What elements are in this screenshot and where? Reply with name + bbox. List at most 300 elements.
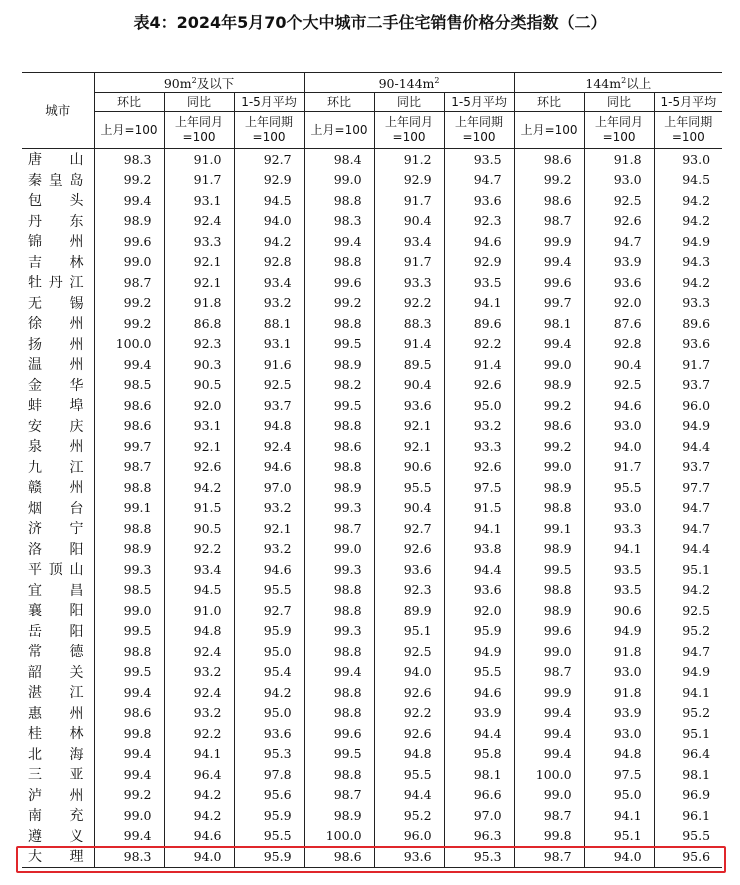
value-cell: 89.5 xyxy=(374,354,444,375)
value-cell: 91.7 xyxy=(374,190,444,211)
value-cell: 92.5 xyxy=(584,190,654,211)
value-cell: 92.0 xyxy=(164,395,234,416)
table-row xyxy=(22,416,722,437)
value-cell: 95.5 xyxy=(584,477,654,498)
value-cell: 98.8 xyxy=(304,252,374,273)
group-label: 144m xyxy=(585,76,622,92)
value-cell: 92.2 xyxy=(164,539,234,560)
value-cell: 97.8 xyxy=(234,764,304,785)
value-cell: 98.6 xyxy=(94,416,164,437)
value-cell: 94.4 xyxy=(444,723,514,744)
table-row xyxy=(22,723,722,744)
value-cell: 98.8 xyxy=(304,641,374,662)
base-header: 上月=100 xyxy=(514,112,584,149)
value-cell: 97.7 xyxy=(654,477,722,498)
value-cell: 98.1 xyxy=(444,764,514,785)
sub-header: 1-5月平均 xyxy=(654,93,722,112)
city-cell: 三 亚 xyxy=(28,767,84,784)
value-cell: 99.4 xyxy=(304,231,374,252)
value-cell: 90.6 xyxy=(374,457,444,478)
city-cell: 泸 州 xyxy=(28,787,84,804)
table-row xyxy=(22,395,722,416)
table-row xyxy=(22,600,722,621)
value-cell: 98.8 xyxy=(514,498,584,519)
value-cell: 98.5 xyxy=(94,580,164,601)
value-cell: 95.5 xyxy=(234,580,304,601)
value-cell: 99.0 xyxy=(304,170,374,191)
value-cell: 98.8 xyxy=(94,477,164,498)
value-cell: 98.2 xyxy=(304,375,374,396)
value-cell: 98.8 xyxy=(304,682,374,703)
value-cell: 93.6 xyxy=(374,846,444,867)
value-cell: 99.6 xyxy=(514,272,584,293)
value-cell: 99.0 xyxy=(514,641,584,662)
value-cell: 98.8 xyxy=(94,641,164,662)
value-cell: 94.1 xyxy=(164,744,234,765)
value-cell: 91.2 xyxy=(374,149,444,170)
value-cell: 92.6 xyxy=(444,457,514,478)
value-cell: 96.3 xyxy=(444,826,514,847)
base-header: 上年同期 =100 xyxy=(654,112,722,149)
value-cell: 98.8 xyxy=(304,457,374,478)
value-cell: 98.9 xyxy=(94,539,164,560)
value-cell: 98.8 xyxy=(94,518,164,539)
city-cell: 岳 阳 xyxy=(28,623,84,640)
value-cell: 99.9 xyxy=(514,231,584,252)
value-cell: 100.0 xyxy=(304,826,374,847)
table-row xyxy=(22,272,722,293)
value-cell: 94.1 xyxy=(584,539,654,560)
value-cell: 92.7 xyxy=(234,149,304,170)
value-cell: 94.2 xyxy=(654,211,722,232)
base-header: 上月=100 xyxy=(304,112,374,149)
value-cell: 99.3 xyxy=(304,621,374,642)
value-cell: 99.4 xyxy=(94,826,164,847)
table-row xyxy=(22,211,722,232)
value-cell: 96.0 xyxy=(374,826,444,847)
value-cell: 92.9 xyxy=(374,170,444,191)
value-cell: 99.0 xyxy=(514,354,584,375)
value-cell: 98.9 xyxy=(514,477,584,498)
value-cell: 99.4 xyxy=(514,334,584,355)
value-cell: 98.9 xyxy=(304,805,374,826)
city-cell: 赣 州 xyxy=(28,480,84,497)
value-cell: 93.6 xyxy=(584,272,654,293)
group-sup: 2 xyxy=(434,75,440,85)
value-cell: 93.3 xyxy=(374,272,444,293)
value-cell: 92.1 xyxy=(164,252,234,273)
value-cell: 98.8 xyxy=(304,190,374,211)
value-cell: 94.9 xyxy=(654,231,722,252)
value-cell: 97.0 xyxy=(234,477,304,498)
value-cell: 93.6 xyxy=(374,559,444,580)
value-cell: 92.4 xyxy=(164,641,234,662)
value-cell: 99.0 xyxy=(304,539,374,560)
value-cell: 99.6 xyxy=(514,621,584,642)
value-cell: 93.9 xyxy=(584,703,654,724)
value-cell: 99.3 xyxy=(304,498,374,519)
table-row xyxy=(22,354,722,375)
table-row xyxy=(22,477,722,498)
value-cell: 91.4 xyxy=(374,334,444,355)
value-cell: 99.6 xyxy=(304,272,374,293)
value-cell: 93.6 xyxy=(374,395,444,416)
value-cell: 94.8 xyxy=(374,744,444,765)
value-cell: 99.0 xyxy=(94,805,164,826)
table-row xyxy=(22,231,722,252)
base-header: 上年同月 =100 xyxy=(164,112,234,149)
city-cell: 徐 州 xyxy=(28,316,84,333)
value-cell: 93.2 xyxy=(164,662,234,683)
value-cell: 99.2 xyxy=(94,785,164,806)
city-cell: 桂 林 xyxy=(28,726,84,743)
value-cell: 95.1 xyxy=(654,559,722,580)
value-cell: 93.2 xyxy=(444,416,514,437)
value-cell: 94.9 xyxy=(654,662,722,683)
city-cell: 泉 州 xyxy=(28,439,84,456)
value-cell: 93.0 xyxy=(584,416,654,437)
city-cell: 平 顶 山 xyxy=(28,562,84,579)
value-cell: 99.5 xyxy=(304,395,374,416)
value-cell: 94.2 xyxy=(654,580,722,601)
value-cell: 94.5 xyxy=(164,580,234,601)
value-cell: 94.1 xyxy=(584,805,654,826)
value-cell: 92.2 xyxy=(164,723,234,744)
value-cell: 93.9 xyxy=(444,703,514,724)
table-header xyxy=(22,73,722,149)
value-cell: 92.5 xyxy=(584,375,654,396)
value-cell: 99.1 xyxy=(514,518,584,539)
value-cell: 95.1 xyxy=(654,723,722,744)
value-cell: 95.2 xyxy=(654,621,722,642)
group-sup: 2 xyxy=(191,75,197,85)
value-cell: 94.7 xyxy=(584,231,654,252)
table-row xyxy=(22,621,722,642)
value-cell: 94.5 xyxy=(234,190,304,211)
value-cell: 92.2 xyxy=(374,703,444,724)
value-cell: 94.0 xyxy=(584,436,654,457)
value-cell: 98.6 xyxy=(304,436,374,457)
value-cell: 93.7 xyxy=(234,395,304,416)
value-cell: 94.9 xyxy=(444,641,514,662)
value-cell: 93.6 xyxy=(654,334,722,355)
value-cell: 99.0 xyxy=(94,252,164,273)
value-cell: 98.7 xyxy=(514,662,584,683)
table-row xyxy=(22,682,722,703)
value-cell: 94.6 xyxy=(234,457,304,478)
value-cell: 94.6 xyxy=(164,826,234,847)
value-cell: 96.4 xyxy=(654,744,722,765)
value-cell: 95.0 xyxy=(584,785,654,806)
city-cell: 包 头 xyxy=(28,193,84,210)
value-cell: 92.5 xyxy=(654,600,722,621)
city-cell: 南 充 xyxy=(28,808,84,825)
value-cell: 99.5 xyxy=(94,621,164,642)
value-cell: 92.6 xyxy=(164,457,234,478)
value-cell: 99.2 xyxy=(304,293,374,314)
value-cell: 92.0 xyxy=(444,600,514,621)
value-cell: 94.4 xyxy=(654,539,722,560)
value-cell: 94.6 xyxy=(234,559,304,580)
table-row xyxy=(22,498,722,519)
table-row xyxy=(22,826,722,847)
value-cell: 95.1 xyxy=(584,826,654,847)
table-row xyxy=(22,190,722,211)
value-cell: 98.1 xyxy=(514,313,584,334)
value-cell: 97.5 xyxy=(584,764,654,785)
value-cell: 94.0 xyxy=(374,662,444,683)
value-cell: 93.3 xyxy=(444,436,514,457)
city-cell: 安 庆 xyxy=(28,418,84,435)
value-cell: 92.8 xyxy=(234,252,304,273)
sub-header: 环比 xyxy=(304,93,374,112)
value-cell: 92.6 xyxy=(374,723,444,744)
value-cell: 99.5 xyxy=(304,744,374,765)
value-cell: 99.0 xyxy=(514,457,584,478)
value-cell: 99.3 xyxy=(94,559,164,580)
price-index-table xyxy=(22,72,722,868)
table-body xyxy=(22,149,722,868)
value-cell: 98.6 xyxy=(94,395,164,416)
city-cell: 遵 义 xyxy=(28,828,84,845)
value-cell: 98.8 xyxy=(304,416,374,437)
value-cell: 99.1 xyxy=(94,498,164,519)
value-cell: 99.4 xyxy=(94,190,164,211)
value-cell: 92.7 xyxy=(374,518,444,539)
value-cell: 95.0 xyxy=(444,395,514,416)
value-cell: 99.4 xyxy=(94,744,164,765)
value-cell: 98.6 xyxy=(94,703,164,724)
value-cell: 92.4 xyxy=(164,682,234,703)
value-cell: 93.7 xyxy=(654,457,722,478)
city-column-header: 城市 xyxy=(22,73,94,149)
value-cell: 94.7 xyxy=(654,641,722,662)
value-cell: 92.9 xyxy=(444,252,514,273)
value-cell: 98.6 xyxy=(514,149,584,170)
value-cell: 96.0 xyxy=(654,395,722,416)
table-row xyxy=(22,313,722,334)
value-cell: 98.3 xyxy=(94,846,164,867)
value-cell: 94.1 xyxy=(444,293,514,314)
value-cell: 96.1 xyxy=(654,805,722,826)
value-cell: 99.2 xyxy=(514,436,584,457)
value-cell: 95.6 xyxy=(654,846,722,867)
value-cell: 93.4 xyxy=(374,231,444,252)
table-row xyxy=(22,149,722,170)
value-cell: 96.6 xyxy=(444,785,514,806)
value-cell: 93.2 xyxy=(234,293,304,314)
value-cell: 95.2 xyxy=(654,703,722,724)
city-cell: 秦 皇 岛 xyxy=(28,172,84,189)
value-cell: 91.5 xyxy=(444,498,514,519)
value-cell: 95.9 xyxy=(234,621,304,642)
value-cell: 91.4 xyxy=(444,354,514,375)
value-cell: 95.8 xyxy=(444,744,514,765)
group-suffix: 及以下 xyxy=(196,76,235,92)
value-cell: 98.7 xyxy=(94,457,164,478)
table-row xyxy=(22,785,722,806)
value-cell: 94.2 xyxy=(654,272,722,293)
table-row xyxy=(22,744,722,765)
value-cell: 94.2 xyxy=(654,190,722,211)
value-cell: 99.7 xyxy=(94,436,164,457)
value-cell: 94.7 xyxy=(654,498,722,519)
value-cell: 99.4 xyxy=(94,354,164,375)
table-row xyxy=(22,252,722,273)
table-row xyxy=(22,334,722,355)
group-sup: 2 xyxy=(621,75,627,85)
city-cell: 洛 阳 xyxy=(28,541,84,558)
value-cell: 91.7 xyxy=(584,457,654,478)
value-cell: 95.0 xyxy=(234,703,304,724)
group-header xyxy=(304,73,514,93)
value-cell: 87.6 xyxy=(584,313,654,334)
sub-header: 1-5月平均 xyxy=(234,93,304,112)
value-cell: 94.9 xyxy=(654,416,722,437)
value-cell: 92.4 xyxy=(234,436,304,457)
value-cell: 99.0 xyxy=(94,600,164,621)
base-header: 上年同月 =100 xyxy=(584,112,654,149)
base-header: 上年同月 =100 xyxy=(374,112,444,149)
city-cell: 温 州 xyxy=(28,357,84,374)
value-cell: 90.6 xyxy=(584,600,654,621)
table-row xyxy=(22,559,722,580)
value-cell: 92.6 xyxy=(374,682,444,703)
value-cell: 92.1 xyxy=(374,416,444,437)
table-row xyxy=(22,641,722,662)
value-cell: 94.2 xyxy=(234,682,304,703)
value-cell: 99.4 xyxy=(514,744,584,765)
value-cell: 99.2 xyxy=(514,395,584,416)
value-cell: 92.6 xyxy=(444,375,514,396)
value-cell: 91.6 xyxy=(234,354,304,375)
value-cell: 93.5 xyxy=(584,559,654,580)
table-title: 表4：2024年5月70个大中城市二手住宅销售价格分类指数（二） xyxy=(133,13,607,32)
value-cell: 94.6 xyxy=(584,395,654,416)
value-cell: 86.8 xyxy=(164,313,234,334)
table-row xyxy=(22,170,722,191)
value-cell: 99.5 xyxy=(304,334,374,355)
city-cell: 大 理 xyxy=(22,846,94,867)
city-cell: 烟 台 xyxy=(28,500,84,517)
value-cell: 91.7 xyxy=(374,252,444,273)
value-cell: 100.0 xyxy=(514,764,584,785)
value-cell: 98.7 xyxy=(514,805,584,826)
city-cell: 牡 丹 江 xyxy=(28,275,84,292)
value-cell: 98.6 xyxy=(514,190,584,211)
value-cell: 100.0 xyxy=(94,334,164,355)
value-cell: 93.0 xyxy=(584,662,654,683)
value-cell: 93.0 xyxy=(584,723,654,744)
value-cell: 99.4 xyxy=(514,703,584,724)
value-cell: 94.0 xyxy=(584,846,654,867)
value-cell: 93.9 xyxy=(584,252,654,273)
value-cell: 91.8 xyxy=(584,149,654,170)
value-cell: 95.6 xyxy=(234,785,304,806)
sub-header: 环比 xyxy=(94,93,164,112)
value-cell: 99.4 xyxy=(94,764,164,785)
city-cell: 唐 山 xyxy=(28,152,84,169)
value-cell: 92.9 xyxy=(234,170,304,191)
value-cell: 99.4 xyxy=(514,252,584,273)
value-cell: 98.8 xyxy=(304,764,374,785)
value-cell: 93.5 xyxy=(584,580,654,601)
value-cell: 95.9 xyxy=(444,621,514,642)
value-cell: 91.0 xyxy=(164,600,234,621)
value-cell: 94.7 xyxy=(444,170,514,191)
value-cell: 98.6 xyxy=(514,416,584,437)
value-cell: 91.0 xyxy=(164,149,234,170)
value-cell: 93.6 xyxy=(234,723,304,744)
value-cell: 92.1 xyxy=(234,518,304,539)
value-cell: 94.3 xyxy=(654,252,722,273)
value-cell: 96.9 xyxy=(654,785,722,806)
group-label: 90m xyxy=(163,76,192,92)
value-cell: 98.6 xyxy=(304,846,374,867)
city-cell: 蚌 埠 xyxy=(28,398,84,415)
value-cell: 95.3 xyxy=(234,744,304,765)
value-cell: 93.4 xyxy=(234,272,304,293)
city-cell: 九 江 xyxy=(28,459,84,476)
value-cell: 90.5 xyxy=(164,518,234,539)
value-cell: 95.3 xyxy=(444,846,514,867)
value-cell: 93.5 xyxy=(444,272,514,293)
value-cell: 91.8 xyxy=(584,641,654,662)
value-cell: 99.3 xyxy=(304,559,374,580)
value-cell: 94.2 xyxy=(164,805,234,826)
city-cell: 锦 州 xyxy=(28,234,84,251)
city-cell: 湛 江 xyxy=(28,685,84,702)
table-row xyxy=(22,703,722,724)
table-row xyxy=(22,293,722,314)
value-cell: 92.2 xyxy=(444,334,514,355)
city-cell: 韶 关 xyxy=(28,664,84,681)
value-cell: 91.5 xyxy=(164,498,234,519)
value-cell: 99.9 xyxy=(514,682,584,703)
sub-header: 环比 xyxy=(514,93,584,112)
value-cell: 92.5 xyxy=(374,641,444,662)
value-cell: 94.9 xyxy=(584,621,654,642)
value-cell: 98.7 xyxy=(304,785,374,806)
value-cell: 99.2 xyxy=(94,170,164,191)
value-cell: 92.4 xyxy=(164,211,234,232)
value-cell: 98.9 xyxy=(304,477,374,498)
value-cell: 93.3 xyxy=(584,518,654,539)
value-cell: 90.5 xyxy=(164,375,234,396)
value-cell: 99.6 xyxy=(94,231,164,252)
value-cell: 92.1 xyxy=(164,436,234,457)
value-cell: 91.7 xyxy=(164,170,234,191)
value-cell: 94.2 xyxy=(164,477,234,498)
value-cell: 95.0 xyxy=(234,641,304,662)
group-header xyxy=(514,73,722,93)
value-cell: 93.7 xyxy=(654,375,722,396)
value-cell: 94.1 xyxy=(654,682,722,703)
value-cell: 98.4 xyxy=(304,149,374,170)
value-cell: 99.4 xyxy=(94,682,164,703)
value-cell: 94.4 xyxy=(654,436,722,457)
value-cell: 99.2 xyxy=(94,293,164,314)
value-cell: 98.1 xyxy=(654,764,722,785)
city-cell: 扬 州 xyxy=(28,336,84,353)
value-cell: 94.8 xyxy=(584,744,654,765)
value-cell: 92.1 xyxy=(164,272,234,293)
value-cell: 98.8 xyxy=(304,580,374,601)
value-cell: 94.4 xyxy=(444,559,514,580)
value-cell: 93.0 xyxy=(654,149,722,170)
group-header xyxy=(94,73,304,93)
value-cell: 93.0 xyxy=(584,170,654,191)
